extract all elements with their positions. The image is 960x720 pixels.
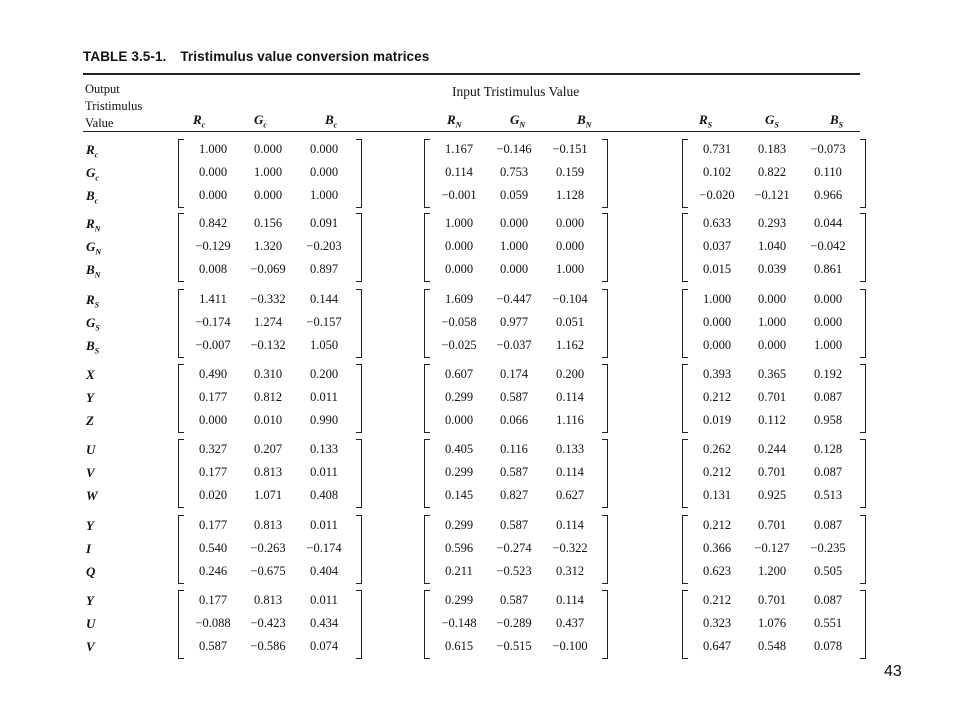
matrix-cell: 1.274 [253,315,283,329]
matrix-bracket-left [178,590,184,659]
matrix-cell: 0.822 [757,165,787,179]
matrix-cell: 0.000 [444,262,474,276]
matrix-bracket-right [356,139,362,208]
matrix-bracket-left [178,515,184,584]
output-header-line: Output [85,82,120,96]
matrix-cell: 0.299 [444,465,474,479]
output-header-line: Value [85,116,114,130]
matrix-cell: 1.000 [757,315,787,329]
matrix-cell: 0.925 [757,488,787,502]
row-label: $R_N$ [86,216,101,234]
matrix-cell: −0.007 [195,338,231,352]
matrix-cell: 1.000 [444,216,474,230]
matrix-cell: 1.200 [757,564,787,578]
matrix-cell: 1.000 [702,292,732,306]
matrix-cell: 0.312 [555,564,585,578]
matrix-cell: −0.020 [699,188,735,202]
matrix-cell: 0.059 [499,188,529,202]
matrix-cell: −0.289 [496,616,532,630]
column-header: $G_S$ [765,112,779,130]
matrix-cell: 1.116 [556,413,584,427]
matrix-cell: 0.812 [253,390,283,404]
matrix-cell: 0.183 [757,142,787,156]
matrix-cell: 0.966 [813,188,843,202]
matrix-bracket-left [424,439,430,508]
matrix-bracket-right [602,364,608,433]
matrix-cell: 0.551 [813,616,843,630]
matrix-cell: −0.129 [195,239,231,253]
input-header: Input Tristimulus Value [452,84,580,99]
matrix-cell: 0.114 [556,465,584,479]
matrix-bracket-right [860,515,866,584]
matrix-bracket-right [602,213,608,282]
matrix-cell: 0.753 [499,165,529,179]
matrix-cell: 0.177 [198,390,228,404]
matrix-cell: 0.000 [813,292,843,306]
matrix-cell: 0.587 [499,390,529,404]
matrix-cell: −0.151 [552,142,588,156]
matrix-cell: 0.701 [757,593,787,607]
row-label: $B_S$ [86,338,100,356]
matrix-bracket-right [356,213,362,282]
matrix-cell: 0.078 [813,639,843,653]
matrix-bracket-left [682,515,688,584]
header-rule [83,131,860,132]
column-header: $R_S$ [699,112,713,130]
matrix-cell: 0.000 [198,165,228,179]
matrix-cell: 0.647 [702,639,732,653]
matrix-cell: 1.320 [253,239,283,253]
matrix-cell: 0.000 [702,315,732,329]
matrix-cell: 0.262 [702,442,732,456]
matrix-cell: 0.000 [555,216,585,230]
matrix-cell: −0.174 [306,541,342,555]
matrix-bracket-right [356,590,362,659]
output-header [85,81,142,132]
matrix-cell: −0.042 [810,239,846,253]
matrix-cell: 1.000 [253,165,283,179]
row-label: $B_N$ [86,262,101,280]
matrix-cell: 0.587 [499,593,529,607]
matrix-cell: 0.133 [555,442,585,456]
matrix-bracket-left [424,364,430,433]
matrix-cell: −0.058 [441,315,477,329]
matrix-cell: 0.299 [444,390,474,404]
matrix-cell: 0.813 [253,593,283,607]
matrix-cell: 0.010 [253,413,283,427]
matrix-cell: 0.144 [309,292,339,306]
matrix-cell: 0.114 [445,165,473,179]
matrix-cell: 0.861 [813,262,843,276]
matrix-cell: 0.587 [499,465,529,479]
matrix-cell: 0.627 [555,488,585,502]
matrix-bracket-right [602,439,608,508]
matrix-cell: 0.091 [309,216,339,230]
matrix-cell: 0.087 [813,518,843,532]
matrix-cell: 0.596 [444,541,474,555]
matrix-bracket-left [682,213,688,282]
matrix-bracket-right [356,515,362,584]
matrix-cell: 0.011 [310,518,338,532]
matrix-cell: 0.087 [813,465,843,479]
matrix-cell: −0.001 [441,188,477,202]
matrix-cell: −0.088 [195,616,231,630]
matrix-cell: 0.177 [198,518,228,532]
matrix-cell: 0.408 [309,488,339,502]
matrix-cell: 0.011 [310,390,338,404]
matrix-cell: 0.587 [198,639,228,653]
matrix-cell: 0.212 [702,465,732,479]
column-header: $B_S$ [830,112,844,130]
matrix-bracket-left [178,139,184,208]
matrix-bracket-left [682,364,688,433]
matrix-cell: 0.000 [702,338,732,352]
matrix-cell: 0.000 [444,239,474,253]
matrix-cell: 1.167 [444,142,474,156]
column-header: $G_c$ [254,112,267,130]
matrix-cell: 0.813 [253,518,283,532]
matrix-cell: 0.128 [813,442,843,456]
matrix-cell: −0.675 [250,564,286,578]
matrix-cell: 0.212 [702,390,732,404]
top-rule [83,73,860,75]
matrix-cell: 0.131 [702,488,732,502]
matrix-cell: 0.192 [813,367,843,381]
matrix-cell: 0.039 [757,262,787,276]
matrix-cell: −0.523 [496,564,532,578]
row-label: X [86,367,95,382]
matrix-cell: 1.000 [813,338,843,352]
matrix-cell: 0.037 [702,239,732,253]
matrix-bracket-left [424,213,430,282]
row-label: Y [86,593,94,608]
matrix-cell: 0.437 [555,616,585,630]
matrix-bracket-right [860,139,866,208]
matrix-cell: −0.586 [250,639,286,653]
matrix-cell: 0.000 [499,262,529,276]
matrix-cell: 0.623 [702,564,732,578]
matrix-cell: 0.133 [309,442,339,456]
matrix-cell: 0.958 [813,413,843,427]
matrix-cell: 0.244 [757,442,787,456]
matrix-bracket-left [424,289,430,358]
table-number: TABLE 3.5-1. [83,49,167,64]
matrix-cell: −0.073 [810,142,846,156]
matrix-cell: 0.102 [702,165,732,179]
matrix-cell: −0.146 [496,142,532,156]
matrix-cell: −0.322 [552,541,588,555]
matrix-cell: 0.548 [757,639,787,653]
matrix-cell: 0.000 [757,338,787,352]
column-header: $B_c$ [325,112,338,130]
matrix-cell: −0.127 [754,541,790,555]
matrix-cell: 0.200 [555,367,585,381]
page-number: 43 [884,663,902,680]
matrix-cell: 0.212 [702,518,732,532]
matrix-cell: −0.148 [441,616,477,630]
row-label: $R_c$ [86,142,99,160]
matrix-cell: −0.423 [250,616,286,630]
matrix-bracket-right [860,213,866,282]
matrix-cell: −0.447 [496,292,532,306]
matrix-cell: 0.365 [757,367,787,381]
matrix-cell: 0.246 [198,564,228,578]
table-title: Tristimulus value conversion matrices [180,49,430,64]
matrix-cell: 0.540 [198,541,228,555]
matrix-cell: 0.044 [813,216,843,230]
row-label: Y [86,390,94,405]
matrix-cell: 0.513 [813,488,843,502]
row-label: Y [86,518,94,533]
matrix-cell: 0.990 [309,413,339,427]
column-header: $R_N$ [447,112,462,130]
matrix-cell: 0.505 [813,564,843,578]
matrix-cell: −0.037 [496,338,532,352]
matrix-bracket-left [682,289,688,358]
matrix-cell: −0.121 [754,188,790,202]
matrix-cell: 0.293 [757,216,787,230]
matrix-bracket-left [682,590,688,659]
matrix-cell: 0.114 [556,390,584,404]
matrix-cell: 0.015 [702,262,732,276]
matrix-cell: 0.114 [556,518,584,532]
matrix-cell: −0.274 [496,541,532,555]
matrix-cell: 0.323 [702,616,732,630]
matrix-cell: 1.162 [555,338,585,352]
row-label: U [86,616,96,631]
column-header: $B_N$ [577,112,592,130]
row-label: $R_S$ [86,292,100,310]
matrix-cell: 0.207 [253,442,283,456]
matrix-bracket-right [602,139,608,208]
matrix-cell: −0.235 [810,541,846,555]
matrix-cell: 0.051 [555,315,585,329]
matrix-cell: 0.174 [499,367,529,381]
matrix-bracket-left [424,515,430,584]
matrix-cell: −0.132 [250,338,286,352]
matrix-cell: 0.000 [198,413,228,427]
matrix-cell: −0.515 [496,639,532,653]
matrix-cell: 0.066 [499,413,529,427]
matrix-cell: 0.114 [556,593,584,607]
matrix-cell: −0.263 [250,541,286,555]
matrix-cell: 0.177 [198,593,228,607]
matrix-cell: 1.076 [757,616,787,630]
matrix-bracket-left [178,289,184,358]
matrix-cell: 0.020 [198,488,228,502]
matrix-cell: 0.000 [253,142,283,156]
matrix-cell: −0.203 [306,239,342,253]
matrix-bracket-right [602,515,608,584]
matrix-cell: 0.000 [757,292,787,306]
row-label: V [86,465,95,480]
matrix-cell: 0.000 [253,188,283,202]
matrix-cell: 0.607 [444,367,474,381]
matrix-cell: 0.615 [444,639,474,653]
row-label: U [86,442,96,457]
matrix-cell: 0.008 [198,262,228,276]
matrix-cell: 0.897 [309,262,339,276]
matrix-bracket-left [178,364,184,433]
row-label: I [86,541,92,556]
matrix-cell: 0.000 [444,413,474,427]
matrix-cell: 0.110 [814,165,842,179]
matrix-cell: 0.327 [198,442,228,456]
matrix-bracket-right [860,590,866,659]
matrix-cell: 0.000 [555,239,585,253]
matrix-bracket-right [860,289,866,358]
table-caption [83,49,429,64]
matrix-cell: 1.000 [499,239,529,253]
matrix-cell: 1.000 [555,262,585,276]
matrix-cell: 0.212 [702,593,732,607]
matrix-cell: 0.299 [444,593,474,607]
row-label: $B_c$ [86,188,99,206]
row-label: $G_N$ [86,239,102,257]
matrix-cell: 0.200 [309,367,339,381]
matrix-bracket-right [356,439,362,508]
row-label: W [86,488,98,503]
matrix-cell: 1.000 [309,188,339,202]
matrix-cell: −0.104 [552,292,588,306]
matrix-cell: 1.128 [555,188,585,202]
matrix-cell: 0.299 [444,518,474,532]
row-label: V [86,639,95,654]
matrix-cell: −0.332 [250,292,286,306]
matrix-cell: −0.025 [441,338,477,352]
matrix-cell: −0.069 [250,262,286,276]
matrix-cell: 0.116 [500,442,528,456]
matrix-cell: 0.000 [813,315,843,329]
row-label: $G_S$ [86,315,100,333]
matrix-cell: 0.393 [702,367,732,381]
matrix-cell: 0.405 [444,442,474,456]
matrix-cell: −0.157 [306,315,342,329]
matrix-cell: 1.411 [199,292,227,306]
matrix-cell: 0.000 [309,165,339,179]
matrix-bracket-right [602,289,608,358]
matrix-bracket-left [682,439,688,508]
matrix-bracket-left [178,439,184,508]
matrix-cell: 0.145 [444,488,474,502]
matrix-cell: 0.074 [309,639,339,653]
matrix-cell: 0.827 [499,488,529,502]
matrix-bracket-left [424,590,430,659]
matrix-cell: 0.434 [309,616,339,630]
matrix-bracket-right [860,364,866,433]
matrix-cell: 0.842 [198,216,228,230]
matrix-cell: 0.813 [253,465,283,479]
matrix-cell: 0.000 [499,216,529,230]
matrix-cell: 0.000 [309,142,339,156]
output-header-line: Tristimulus [85,99,143,113]
matrix-cell: 1.071 [253,488,283,502]
matrix-cell: 0.587 [499,518,529,532]
column-header: $R_c$ [193,112,206,130]
matrix-cell: 0.701 [757,390,787,404]
row-label: Q [86,564,96,579]
matrix-cell: −0.100 [552,639,588,653]
matrix-cell: 0.310 [253,367,283,381]
matrix-bracket-right [602,590,608,659]
matrix-cell: 1.000 [198,142,228,156]
matrix-cell: 0.019 [702,413,732,427]
matrix-cell: 0.490 [198,367,228,381]
matrix-cell: 0.159 [555,165,585,179]
matrix-cell: 0.366 [702,541,732,555]
row-label: $G_c$ [86,165,99,183]
matrix-bracket-left [682,139,688,208]
matrix-cell: 1.040 [757,239,787,253]
matrix-cell: 0.404 [309,564,339,578]
matrix-bracket-right [356,289,362,358]
matrix-bracket-right [356,364,362,433]
matrix-cell: 0.011 [310,593,338,607]
matrix-cell: 1.050 [309,338,339,352]
matrix-cell: 0.000 [198,188,228,202]
matrix-cell: 0.177 [198,465,228,479]
matrix-cell: 0.211 [445,564,473,578]
matrix-cell: 0.701 [757,465,787,479]
matrix-cell: 0.087 [813,593,843,607]
matrix-cell: 0.633 [702,216,732,230]
matrix-cell: 0.977 [499,315,529,329]
row-label: Z [86,413,94,428]
matrix-cell: 0.087 [813,390,843,404]
matrix-cell: 1.609 [444,292,474,306]
matrix-bracket-right [860,439,866,508]
matrix-cell: 0.011 [310,465,338,479]
matrix-cell: −0.174 [195,315,231,329]
matrix-bracket-left [424,139,430,208]
matrix-bracket-left [178,213,184,282]
matrix-cell: 0.701 [757,518,787,532]
matrix-cell: 0.156 [253,216,283,230]
column-header: $G_N$ [510,112,526,130]
matrix-cell: 0.112 [758,413,786,427]
matrix-cell: 0.731 [702,142,732,156]
